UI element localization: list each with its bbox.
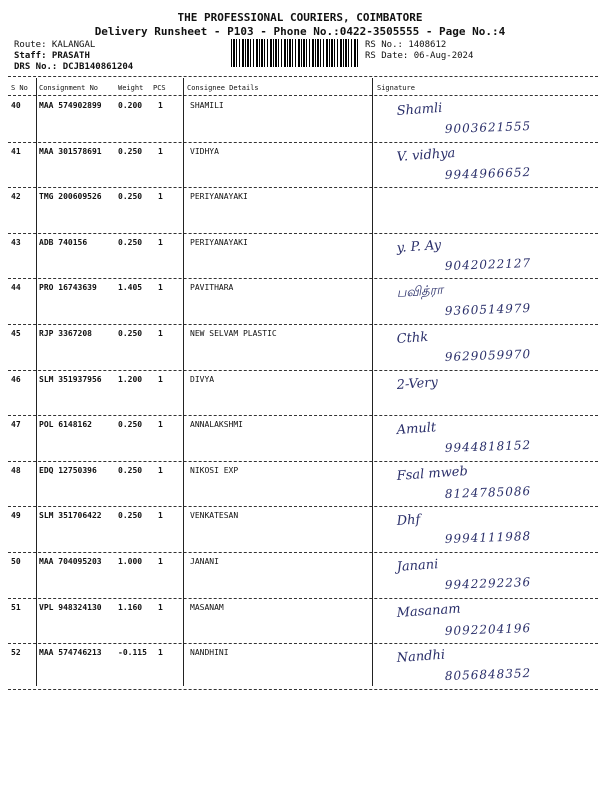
cell-consignee: MASANAM xyxy=(190,602,224,612)
cell-consignment: ADB 740156 xyxy=(39,237,88,247)
cell-weight: 1.200 xyxy=(118,374,143,384)
cell-consignment: RJP 3367208 xyxy=(39,328,92,338)
cell-consignee: VENKATESAN xyxy=(190,511,239,521)
cell-sno: 47 xyxy=(11,420,21,430)
cell-pcs: 1 xyxy=(158,511,163,521)
cell-pcs: 1 xyxy=(158,192,163,202)
cell-pcs: 1 xyxy=(158,101,163,110)
cell-consignment: PRO 16743639 xyxy=(39,283,97,293)
signature-name: 2-Very xyxy=(396,374,439,393)
signature-handwriting xyxy=(375,188,595,233)
cell-pcs: 1 xyxy=(158,465,163,475)
signature-phone: 9944818152 xyxy=(444,438,532,456)
barcode xyxy=(231,39,359,67)
cell-sno: 44 xyxy=(11,283,21,293)
table-row xyxy=(0,188,600,234)
cell-sno: 41 xyxy=(11,146,21,156)
cell-sno: 42 xyxy=(11,192,21,202)
cell-pcs: 1 xyxy=(158,648,163,658)
cell-sno: 50 xyxy=(11,556,21,566)
signature-phone: 8124785086 xyxy=(444,483,532,501)
cell-weight: 0.200 xyxy=(118,101,143,110)
table-row xyxy=(0,462,600,508)
cell-pcs: 1 xyxy=(158,283,163,293)
cell-consignment: VPL 948324130 xyxy=(39,602,102,612)
signature-handwriting xyxy=(375,234,595,279)
header-bottom-rule xyxy=(8,95,598,96)
cell-consignment: TMG 200609526 xyxy=(39,192,102,202)
signature-name: Dhf xyxy=(396,512,421,530)
cell-consignment: MAA 704095203 xyxy=(39,556,102,566)
cell-pcs: 1 xyxy=(158,374,163,384)
header-top-rule xyxy=(8,76,598,77)
col-header-pcs: PCS xyxy=(153,84,166,92)
cell-sno: 48 xyxy=(11,465,21,475)
cell-consignee: DIVYA xyxy=(190,374,215,384)
cell-consignee: VIDHYA xyxy=(190,146,219,156)
signature-name: Nandhi xyxy=(396,647,446,667)
cell-consignment: EDQ 12750396 xyxy=(39,465,97,475)
col-header-sno: S No xyxy=(11,84,28,92)
col-header-signature: Signature xyxy=(377,84,415,92)
document-title: THE PROFESSIONAL COURIERS, COIMBATORE xyxy=(177,11,423,24)
rs-number: RS No.: 1408612 xyxy=(365,40,447,50)
signature-name: Cthk xyxy=(396,329,429,347)
col-header-consignment: Consignment No xyxy=(39,84,99,92)
col-header-consignee: Consignee Details xyxy=(187,84,259,92)
route-label: Route: KALANGAL xyxy=(14,40,96,50)
cell-weight: 1.160 xyxy=(118,602,143,612)
cell-sno: 40 xyxy=(11,101,21,110)
row-separator xyxy=(8,689,598,690)
cell-pcs: 1 xyxy=(158,237,163,247)
table-row xyxy=(0,371,600,417)
cell-weight: 1.000 xyxy=(118,556,143,566)
cell-consignee: ANNALAKSHMI xyxy=(190,420,243,430)
table-row xyxy=(0,553,600,599)
cell-weight: 0.250 xyxy=(118,511,143,521)
signature-handwriting xyxy=(375,279,595,324)
table-row xyxy=(0,234,600,280)
cell-pcs: 1 xyxy=(158,420,163,430)
signature-phone: 9042022127 xyxy=(444,255,532,273)
signature-phone: 9092204196 xyxy=(444,620,532,638)
cell-consignee: PERIYANAYAKI xyxy=(190,192,248,202)
cell-consignee: NANDHINI xyxy=(190,648,229,658)
runsheet-table xyxy=(0,97,600,690)
cell-sno: 45 xyxy=(11,328,21,338)
cell-weight: 0.250 xyxy=(118,420,143,430)
cell-consignment: MAA 301578691 xyxy=(39,146,102,156)
cell-pcs: 1 xyxy=(158,146,163,156)
signature-handwriting xyxy=(375,325,595,370)
cell-consignment: POL 6148162 xyxy=(39,420,92,430)
table-row xyxy=(0,416,600,462)
cell-weight: 0.250 xyxy=(118,328,143,338)
cell-consignee: SHAMILI xyxy=(190,101,224,110)
table-row xyxy=(0,279,600,325)
signature-phone: 9942292236 xyxy=(444,574,532,592)
cell-sno: 49 xyxy=(11,511,21,521)
staff-label: Staff: PRASATH xyxy=(14,51,90,61)
signature-phone: 8056848352 xyxy=(444,666,532,684)
cell-consignee: PERIYANAYAKI xyxy=(190,237,248,247)
cell-consignee: JANANI xyxy=(190,556,219,566)
signature-handwriting xyxy=(375,416,595,461)
signature-handwriting xyxy=(375,143,595,188)
col-header-weight: Weight xyxy=(118,84,144,92)
table-row xyxy=(0,143,600,189)
signature-phone: 9944966652 xyxy=(444,164,532,182)
cell-weight: 0.250 xyxy=(118,146,143,156)
signature-name: Masanam xyxy=(396,601,462,621)
signature-handwriting xyxy=(375,462,595,507)
signature-handwriting xyxy=(375,599,595,644)
cell-weight: 1.405 xyxy=(118,283,143,293)
signature-phone: 9629059970 xyxy=(444,346,532,364)
signature-phone: 9003621555 xyxy=(444,118,532,136)
cell-consignment: MAA 574902899 xyxy=(39,101,102,110)
cell-weight: 0.250 xyxy=(118,192,143,202)
signature-handwriting xyxy=(375,97,595,142)
cell-sno: 52 xyxy=(11,648,21,658)
signature-handwriting xyxy=(375,553,595,598)
cell-pcs: 1 xyxy=(158,328,163,338)
signature-name: y. P. Ay xyxy=(396,237,442,256)
table-row xyxy=(0,325,600,371)
cell-consignment: MAA 574746213 xyxy=(39,648,102,658)
cell-consignment: SLM 351937956 xyxy=(39,374,102,384)
cell-sno: 46 xyxy=(11,374,21,384)
cell-sno: 43 xyxy=(11,237,21,247)
cell-consignment: SLM 351706422 xyxy=(39,511,102,521)
signature-name: Janani xyxy=(396,557,439,575)
signature-phone: 9360514979 xyxy=(444,301,532,319)
table-row xyxy=(0,507,600,553)
rs-date: RS Date: 06-Aug-2024 xyxy=(365,51,474,61)
signature-phone: 9994111988 xyxy=(444,529,532,547)
signature-name: Amult xyxy=(396,420,437,439)
signature-handwriting xyxy=(375,507,595,552)
cell-pcs: 1 xyxy=(158,602,163,612)
signature-name: V. vidhya xyxy=(396,145,456,165)
signature-handwriting xyxy=(375,644,595,689)
cell-consignee: PAVITHARA xyxy=(190,283,234,293)
signature-name: பவித்ரா xyxy=(396,283,444,302)
signature-name: Fsal mweb xyxy=(396,463,469,484)
document-subtitle: Delivery Runsheet - P103 - Phone No.:0422-3505555 - Page No.:4 xyxy=(94,25,506,38)
signature-handwriting xyxy=(375,371,595,416)
cell-weight: -0.115 xyxy=(118,648,147,658)
drs-number: DRS No.: DCJB140861204 xyxy=(14,62,134,72)
cell-weight: 0.250 xyxy=(118,465,143,475)
cell-consignee: NIKOSI EXP xyxy=(190,465,239,475)
cell-pcs: 1 xyxy=(158,556,163,566)
signature-name: Shamli xyxy=(396,100,443,119)
cell-sno: 51 xyxy=(11,602,21,612)
table-row xyxy=(0,644,600,690)
table-row xyxy=(0,97,600,143)
cell-consignee: NEW SELVAM PLASTIC xyxy=(190,328,277,338)
table-row xyxy=(0,599,600,645)
cell-weight: 0.250 xyxy=(118,237,143,247)
